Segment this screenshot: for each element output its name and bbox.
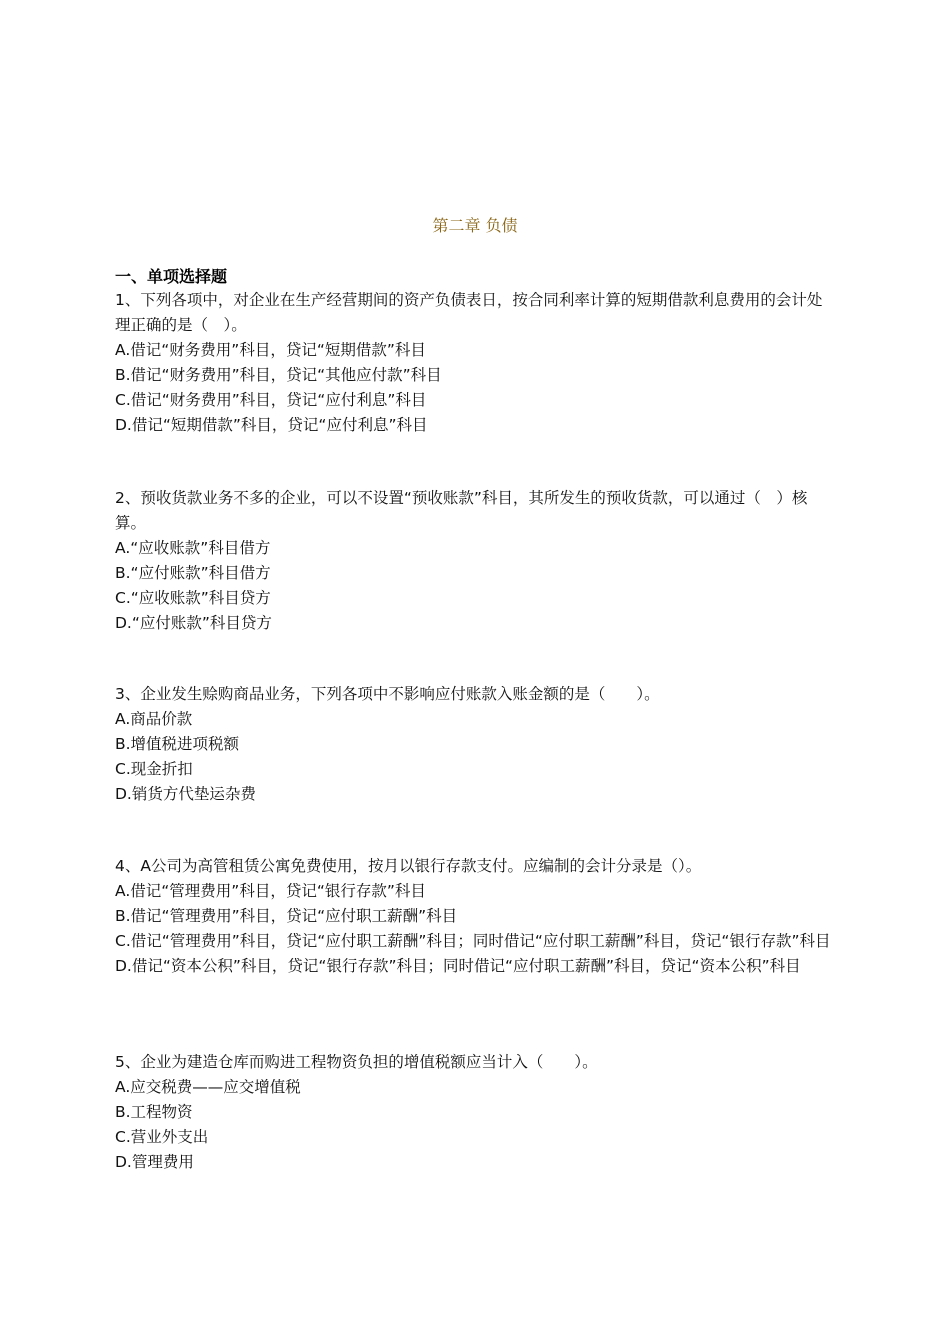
option-c: C.借记“管理费用”科目，贷记“应付职工薪酬”科目；同时借记“应付职工薪酬”科目，贷记“银行存款”科目 xyxy=(115,932,831,950)
option-b: B.借记“管理费用”科目，贷记“应付职工薪酬”科目 xyxy=(115,907,458,925)
option-d: D.销货方代垫运杂费 xyxy=(115,785,256,803)
option-c: C.营业外支出 xyxy=(115,1128,209,1146)
option-d: D.“应付账款”科目贷方 xyxy=(115,614,272,632)
option-c: C.“应收账款”科目贷方 xyxy=(115,589,271,607)
question-2 xyxy=(115,486,837,636)
option-a: A.借记“财务费用”科目，贷记“短期借款”科目 xyxy=(115,341,426,359)
question-5 xyxy=(115,1050,837,1175)
question-stem: 4、A公司为高管租赁公寓免费使用，按月以银行存款支付。应编制的会计分录是（）。 xyxy=(115,857,702,875)
option-b: B.增值税进项税额 xyxy=(115,735,240,753)
option-b: B.“应付账款”科目借方 xyxy=(115,564,271,582)
question-stem: 2、预收货款业务不多的企业，可以不设置“预收账款”科目，其所发生的预收货款，可以通过（ ）核算。 xyxy=(115,489,808,532)
question-stem: 1、下列各项中，对企业在生产经营期间的资产负债表日，按合同利率计算的短期借款利息费用的会计处理正确的是（ ）。 xyxy=(115,291,823,334)
option-a: A.商品价款 xyxy=(115,710,193,728)
option-a: A.应交税费——应交增值税 xyxy=(115,1078,301,1096)
question-3 xyxy=(115,682,837,807)
option-b: B.工程物资 xyxy=(115,1103,193,1121)
question-1 xyxy=(115,288,837,438)
option-c: C.现金折扣 xyxy=(115,760,193,778)
option-d: D.借记“资本公积”科目，贷记“银行存款”科目；同时借记“应付职工薪酬”科目，贷记“资本公积”科目 xyxy=(115,957,801,975)
option-a: A.“应收账款”科目借方 xyxy=(115,539,271,557)
question-stem: 5、企业为建造仓库而购进工程物资负担的增值税额应当计入（ ）。 xyxy=(115,1053,598,1071)
option-c: C.借记“财务费用”科目，贷记“应付利息”科目 xyxy=(115,391,427,409)
option-b: B.借记“财务费用”科目，贷记“其他应付款”科目 xyxy=(115,366,442,384)
option-d: D.管理费用 xyxy=(115,1153,194,1171)
option-a: A.借记“管理费用”科目，贷记“银行存款”科目 xyxy=(115,882,426,900)
question-stem: 3、企业发生赊购商品业务，下列各项中不影响应付账款入账金额的是（ ）。 xyxy=(115,685,660,703)
section-heading: 一、单项选择题 xyxy=(115,267,228,286)
chapter-title: 第二章 负债 xyxy=(432,216,518,235)
question-4 xyxy=(115,854,837,979)
option-d: D.借记“短期借款”科目，贷记“应付利息”科目 xyxy=(115,416,428,434)
